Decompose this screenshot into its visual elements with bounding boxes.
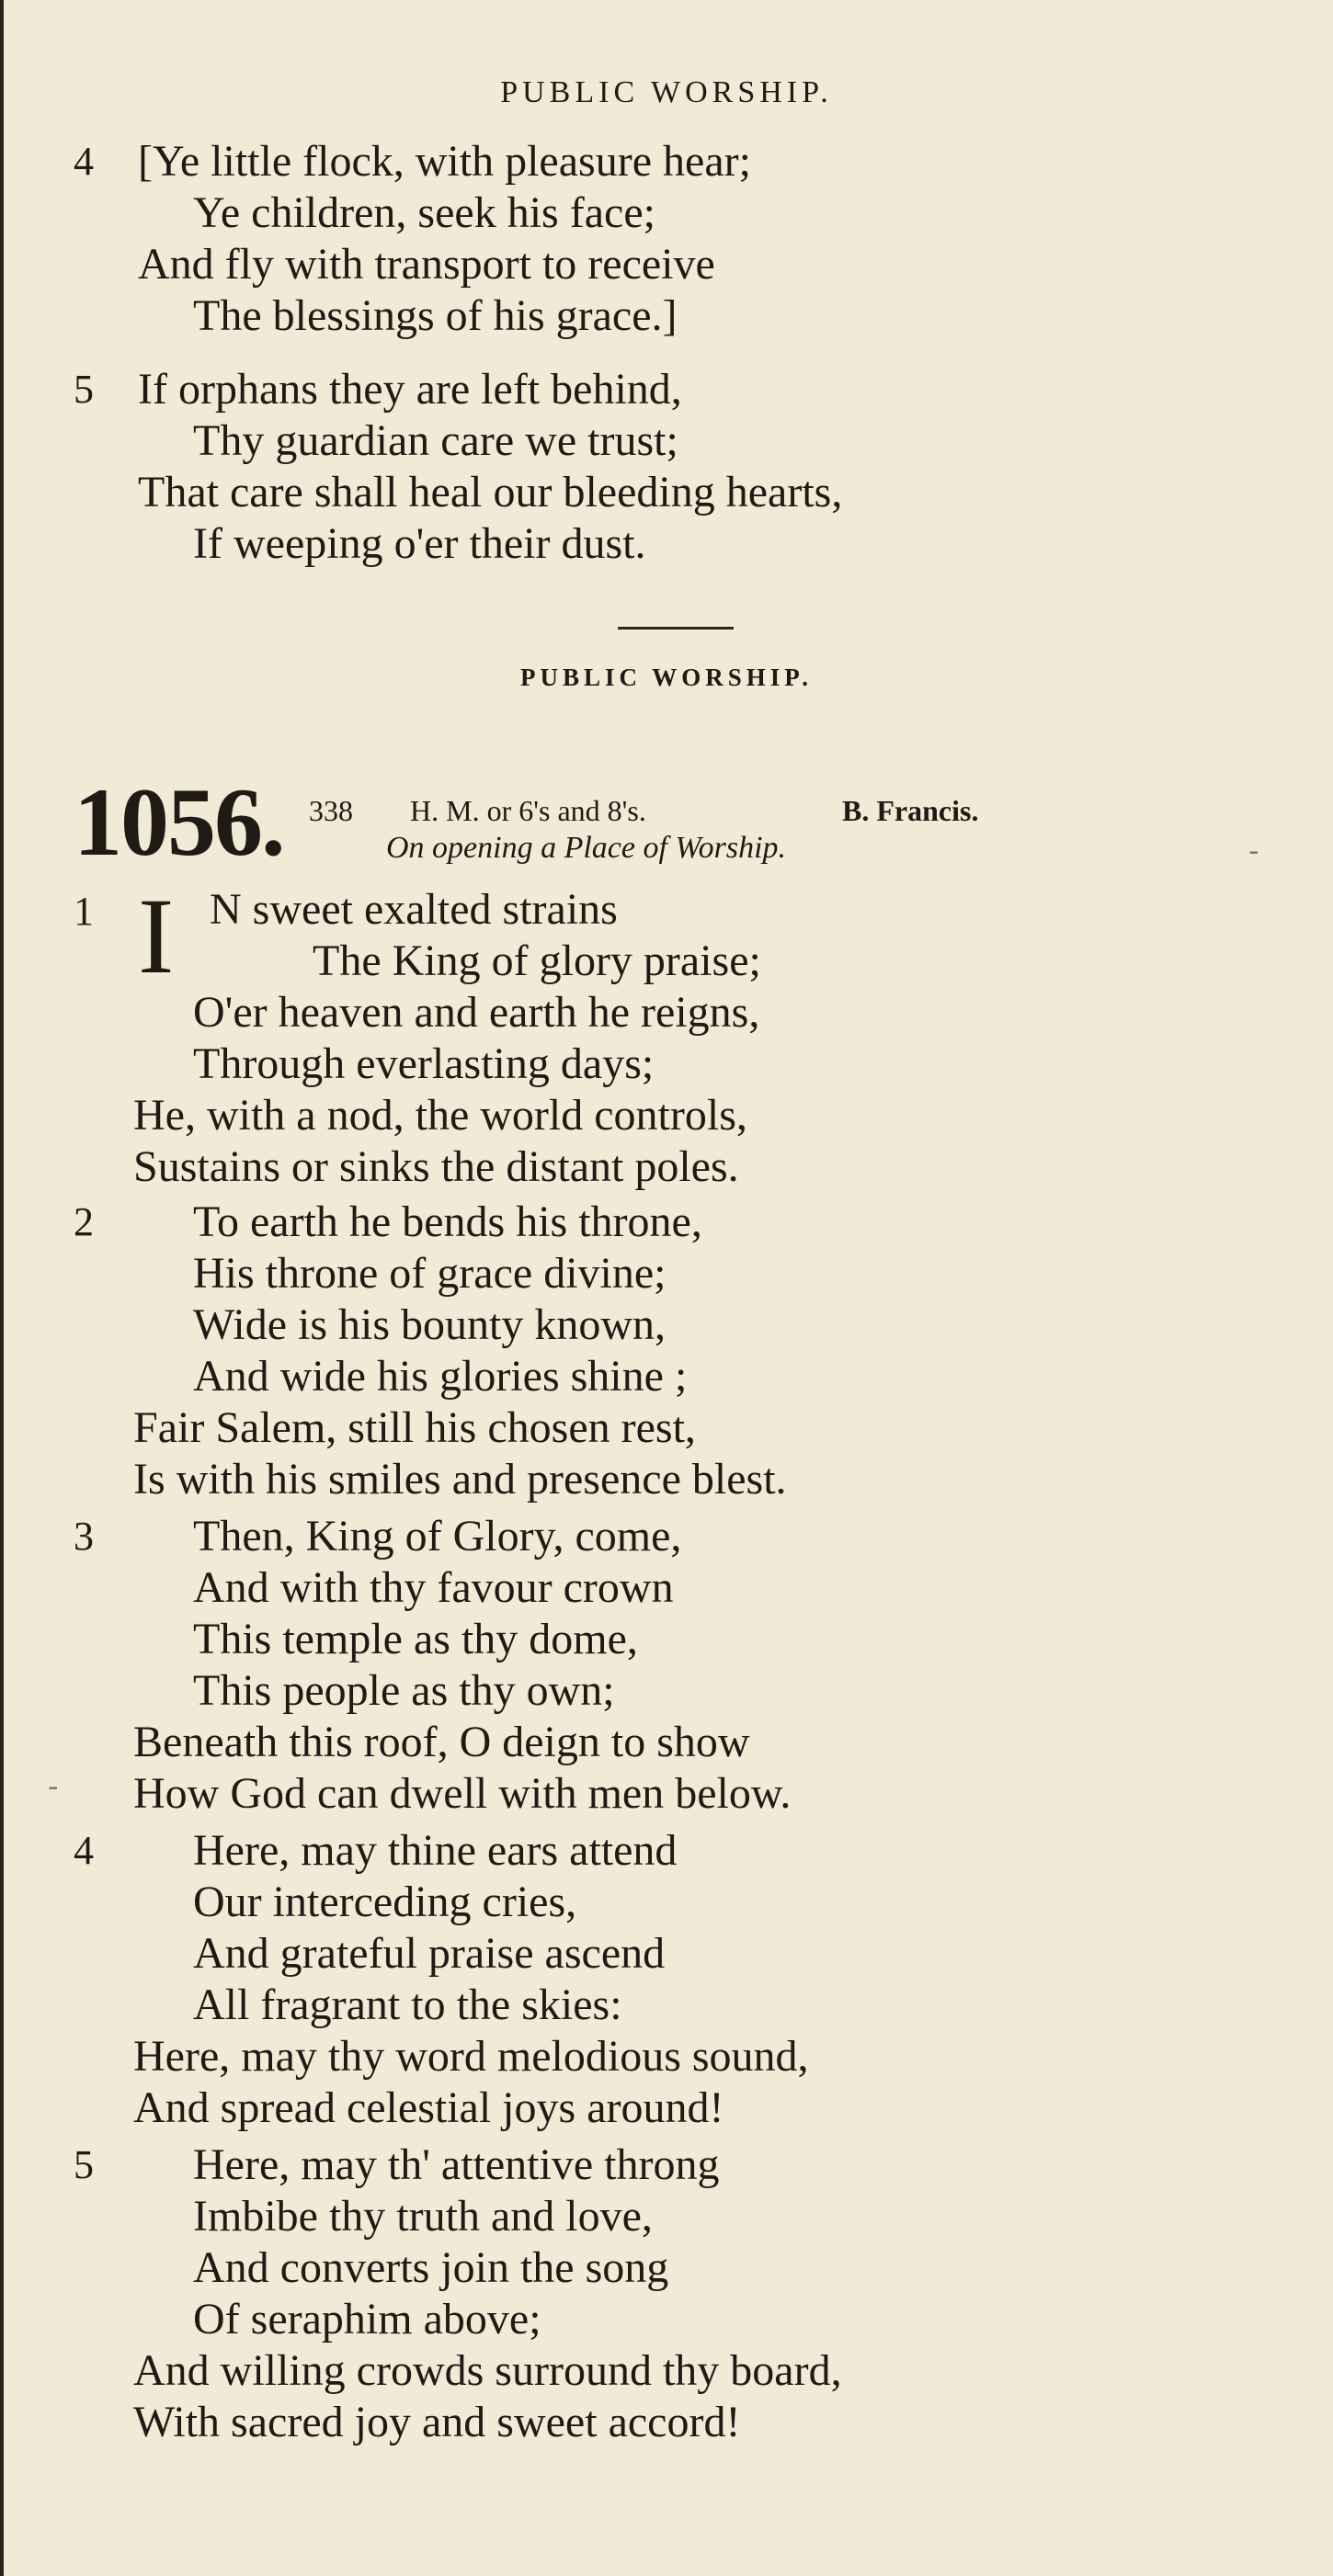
hymn-tune: B. Francis. [842, 794, 979, 827]
margin-mark: - [48, 1768, 59, 1805]
verse-line: Imbibe thy truth and love, [193, 2192, 653, 2241]
verse-line: With sacred joy and sweet accord! [133, 2398, 741, 2446]
drop-cap: I [138, 876, 175, 996]
verse-line: And grateful praise ascend [193, 1929, 666, 1978]
verse-line: And willing crowds surround thy board, [133, 2346, 842, 2395]
verse-line: To earth he bends his throne, [193, 1197, 702, 1246]
stanza-number: 2 [74, 1199, 94, 1244]
verse-line: He, with a nod, the world controls, [133, 1091, 747, 1140]
stanza-number: 3 [74, 1514, 94, 1559]
verse-line: The King of glory praise; [313, 936, 761, 985]
verse-line: The blessings of his grace.] [193, 291, 678, 340]
section-rule [618, 627, 734, 630]
verse-line: And with thy favour crown [193, 1563, 674, 1612]
verse-line: Sustains or sinks the distant poles. [133, 1142, 739, 1191]
verse-line: Here, may th' attentive throng [193, 2140, 720, 2189]
verse-line: Fair Salem, still his chosen rest, [133, 1403, 696, 1452]
verse-line: O'er heaven and earth he reigns, [193, 988, 760, 1037]
section-heading: PUBLIC WORSHIP. [519, 664, 814, 691]
verse-line: This people as thy own; [193, 1666, 615, 1715]
verse-line: And converts join the song [193, 2243, 669, 2292]
stanza-number: 4 [74, 139, 94, 184]
stanza-number: 5 [74, 367, 94, 412]
verse-line: Thy guardian care we trust; [193, 416, 678, 465]
stanza-number: 5 [74, 2142, 94, 2187]
margin-mark: - [1248, 833, 1259, 869]
stanza-number: 4 [74, 1828, 94, 1873]
verse-line: Wide is his bounty known, [193, 1300, 666, 1349]
verse-line: This temple as thy dome, [193, 1615, 638, 1663]
verse-line: And wide his glories shine ; [193, 1352, 688, 1401]
hymn-subtitle: On opening a Place of Worship. [386, 831, 787, 865]
verse-line: Here, may thine ears attend [193, 1826, 678, 1875]
verse-line: Is with his smiles and presence blest. [133, 1455, 787, 1504]
hymn-metre: H. M. or 6's and 8's. [410, 794, 646, 827]
verse-line: If weeping o'er their dust. [193, 519, 646, 568]
verse-line: Our interceding cries, [193, 1878, 577, 1926]
verse-line: How God can dwell with men below. [133, 1769, 792, 1818]
tune-page-ref: 338 [309, 794, 353, 827]
page-edge [0, 0, 4, 2576]
verse-line: All fragrant to the skies: [193, 1980, 622, 2029]
verse-line: Beneath this roof, O deign to show [133, 1718, 750, 1766]
verse-line: Then, King of Glory, come, [193, 1512, 682, 1560]
verse-line: Of seraphim above; [193, 2295, 541, 2343]
verse-line: And spread celestial joys around! [133, 2083, 724, 2132]
verse-line: His throne of grace divine; [193, 1249, 666, 1298]
verse-line: Here, may thy word melodious sound, [133, 2032, 809, 2081]
verse-line: Through everlasting days; [193, 1039, 655, 1088]
running-head: PUBLIC WORSHIP. [500, 75, 833, 109]
verse-line: Ye children, seek his face; [193, 188, 655, 237]
verse-line: That care shall heal our bleeding hearts, [138, 468, 843, 516]
verse-line: And fly with transport to receive [138, 240, 715, 289]
verse-line: N sweet exalted strains [210, 885, 618, 934]
hymn-number: 1056. [74, 768, 284, 876]
verse-line: [Ye little flock, with pleasure hear; [138, 137, 751, 186]
verse-line: If orphans they are left behind, [138, 365, 682, 414]
stanza-number: 1 [74, 889, 94, 934]
